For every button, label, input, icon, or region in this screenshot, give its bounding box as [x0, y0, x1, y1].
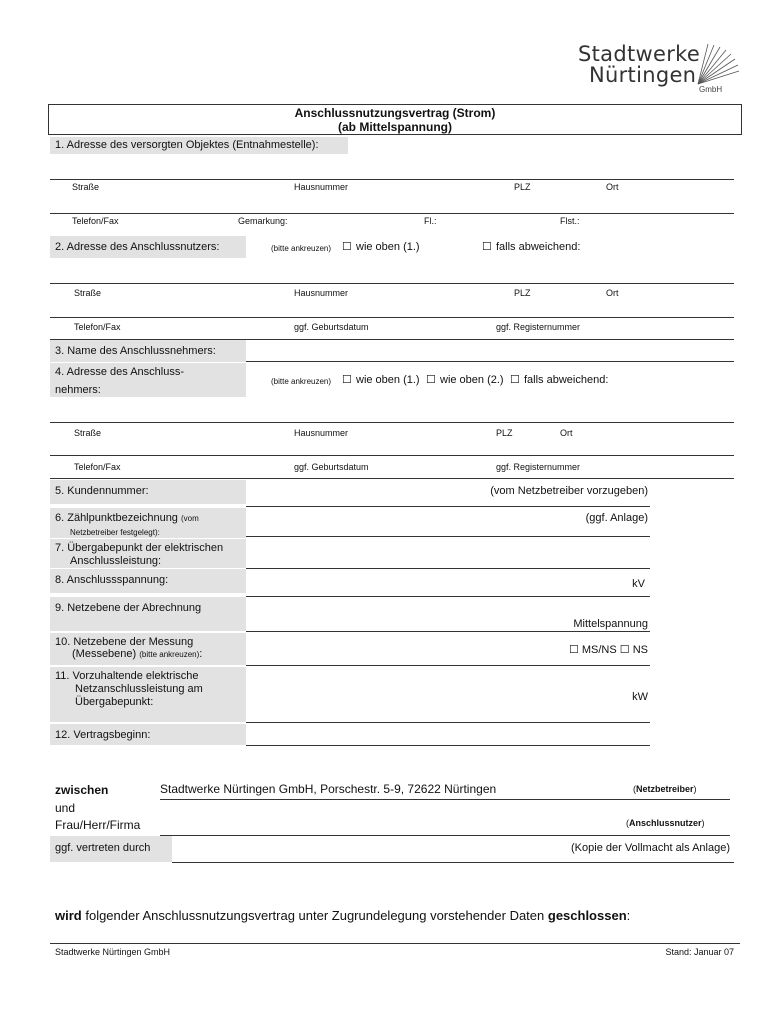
s2-checkbox-abweichend[interactable]: ☐ — [482, 241, 492, 253]
s10-label1: 10. Netzebene der Messung — [55, 636, 194, 648]
s6-label-small2: Netzbetreiber festgelegt): — [70, 528, 160, 537]
s6-note: (ggf. Anlage) — [585, 512, 648, 524]
anschlussnutzer-close: ) — [701, 818, 705, 828]
title-line2: (ab Mittelspannung) — [338, 120, 452, 134]
s1-flst: Flst.: — [560, 216, 580, 226]
s2-plz: PLZ — [514, 288, 531, 298]
zwischen-label: zwischen — [55, 783, 109, 797]
s4-header2: nehmers: — [55, 384, 101, 396]
anschlussnutzer-open: ( — [626, 818, 629, 828]
s9-value: Mittelspannung — [573, 618, 648, 630]
closing-sentence — [55, 908, 630, 923]
logo-line2: Nürtingen — [589, 63, 697, 87]
s4-checkbox-wie-oben-2[interactable]: ☐ — [426, 374, 436, 386]
s4-checkbox-wie-oben-1[interactable]: ☐ — [342, 374, 352, 386]
s2-hausnummer: Hausnummer — [294, 288, 349, 298]
closing-geschlossen: geschlossen — [547, 908, 627, 923]
s7-label2: Anschlussleistung: — [70, 555, 162, 567]
s5-input-line[interactable] — [246, 506, 650, 507]
s4-geburt: ggf. Geburtsdatum — [294, 462, 369, 472]
s1-line1 — [50, 179, 734, 180]
s4-header1: 4. Adresse des Anschluss- — [55, 366, 185, 378]
s2-line1 — [50, 283, 734, 284]
s4-checkbox-abweichend[interactable]: ☐ — [510, 374, 520, 386]
netzbetreiber-line — [160, 799, 730, 800]
vertreten-label: ggf. vertreten durch — [55, 842, 151, 854]
s1-gemarkung: Gemarkung: — [238, 216, 288, 226]
s1-plz: PLZ — [514, 182, 531, 192]
s2-geburt: ggf. Geburtsdatum — [294, 322, 369, 332]
s1-header: 1. Adresse des versorgten Objektes (Entnahmestelle): — [55, 139, 319, 151]
anschlussnutzer-role — [626, 818, 705, 828]
vertreten-line[interactable] — [172, 862, 734, 863]
anschlussnutzer-label: Anschlussnutzer — [629, 818, 702, 828]
s1-telefon: Telefon/Fax — [72, 216, 119, 226]
s4-line2 — [50, 455, 734, 456]
s2-opt2: falls abweichend: — [496, 241, 581, 253]
netzbetreiber-open: ( — [633, 784, 636, 794]
s2-register: ggf. Registernummer — [496, 322, 581, 332]
s10-checkbox-msns[interactable]: ☐ — [568, 644, 579, 656]
s10-opt1: MS/NS — [581, 644, 617, 656]
anschlussnutzer-line[interactable] — [160, 835, 730, 836]
netzbetreiber-role — [633, 784, 697, 794]
closing-end: : — [626, 908, 631, 923]
s2-ort: Ort — [606, 288, 619, 298]
s2-checkbox-wie-oben[interactable]: ☐ — [342, 241, 352, 253]
s6-label — [55, 512, 199, 524]
s4-plz: PLZ — [496, 428, 513, 438]
s12-input-line[interactable] — [246, 745, 650, 746]
s4-line3 — [50, 478, 734, 479]
s10-checkbox-ns[interactable]: ☐ — [619, 644, 630, 656]
s4-register: ggf. Registernummer — [496, 462, 581, 472]
s8-input-line[interactable] — [246, 596, 650, 597]
s11-unit: kW — [632, 691, 648, 703]
netzbetreiber-company: Stadtwerke Nürtingen GmbH, Porschestr. 5-9, 72622 Nürtingen — [160, 782, 497, 796]
s1-fl: Fl.: — [424, 216, 437, 226]
s10-label2: (Messebene) — [72, 648, 137, 660]
s12-label: 12. Vertragsbeginn: — [55, 729, 151, 741]
s2-strasse: Straße — [74, 288, 102, 298]
s11-label1: 11. Vorzuhaltende elektrische — [55, 670, 199, 682]
s4-telefon: Telefon/Fax — [74, 462, 121, 472]
und-label: und — [55, 801, 76, 815]
footer-line — [50, 943, 740, 944]
s7-input-line[interactable] — [246, 568, 650, 569]
s4-hint: (bitte ankreuzen) — [271, 377, 332, 386]
s1-strasse: Straße — [72, 182, 100, 192]
s2-header: 2. Adresse des Anschlussnutzers: — [55, 241, 220, 253]
s1-hausnummer: Hausnummer — [294, 182, 349, 192]
logo-line1: Stadtwerke — [578, 42, 701, 66]
s4-strasse: Straße — [74, 428, 102, 438]
s3-input-line[interactable] — [246, 361, 734, 362]
s4-line1 — [50, 422, 734, 423]
s2-opt1: wie oben (1.) — [356, 241, 420, 253]
s7-label1: 7. Übergabepunkt der elektrischen — [55, 542, 224, 554]
s11-label2: Netzanschlussleistung am — [75, 683, 203, 695]
title-line1: Anschlussnutzungsvertrag (Strom) — [294, 106, 496, 120]
s1-ort: Ort — [606, 182, 619, 192]
s11-label3: Übergabepunkt: — [75, 696, 154, 708]
closing-wird: wird — [55, 908, 82, 923]
s5-label: 5. Kundennummer: — [55, 485, 149, 497]
s10-options — [569, 643, 648, 656]
s9-label: 9. Netzebene der Abrechnung — [55, 602, 202, 614]
netzbetreiber-label: Netzbetreiber — [636, 784, 694, 794]
s9-input-line[interactable] — [246, 631, 650, 632]
s11-input-line[interactable] — [246, 722, 650, 723]
s2-telefon: Telefon/Fax — [74, 322, 121, 332]
s8-unit: kV — [632, 578, 645, 590]
s8-label: 8. Anschlussspannung: — [55, 574, 169, 586]
s6-input-line[interactable] — [246, 536, 650, 537]
netzbetreiber-close: ) — [693, 784, 697, 794]
s10-opt2: NS — [632, 644, 648, 656]
s3-header: 3. Name des Anschlussnehmers: — [55, 345, 216, 357]
vollmacht-note: (Kopie der Vollmacht als Anlage) — [571, 842, 730, 854]
s4-ort: Ort — [560, 428, 573, 438]
s4-opt1: wie oben (1.) — [356, 374, 420, 386]
s6-label-main: 6. Zählpunktbezeichnung — [55, 512, 178, 524]
s10-colon: : — [199, 648, 203, 660]
frau-herr-firma-label: Frau/Herr/Firma — [55, 818, 141, 832]
s2-line2 — [50, 317, 734, 318]
s2-hint: (bitte ankreuzen) — [271, 244, 332, 253]
footer-right: Stand: Januar 07 — [665, 947, 734, 957]
logo-sub: GmbH — [699, 85, 723, 94]
footer-left: Stadtwerke Nürtingen GmbH — [55, 947, 171, 957]
s1-line2 — [50, 213, 734, 214]
s10-small: (bitte ankreuzen) — [139, 650, 200, 659]
logo-rays-icon — [694, 42, 740, 86]
s5-note: (vom Netzbetreiber vorzugeben) — [490, 485, 648, 497]
s10-input-line[interactable] — [246, 665, 650, 666]
s4-opt3: falls abweichend: — [524, 374, 609, 386]
closing-middle: folgender Anschlussnutzungsvertrag unter Zugrundelegung vorstehender Daten — [81, 908, 548, 923]
s6-label-small1: (vom — [181, 514, 199, 523]
s4-hausnummer: Hausnummer — [294, 428, 349, 438]
s10-label2-line — [72, 648, 202, 660]
s4-opt2: wie oben (2.) — [440, 374, 504, 386]
